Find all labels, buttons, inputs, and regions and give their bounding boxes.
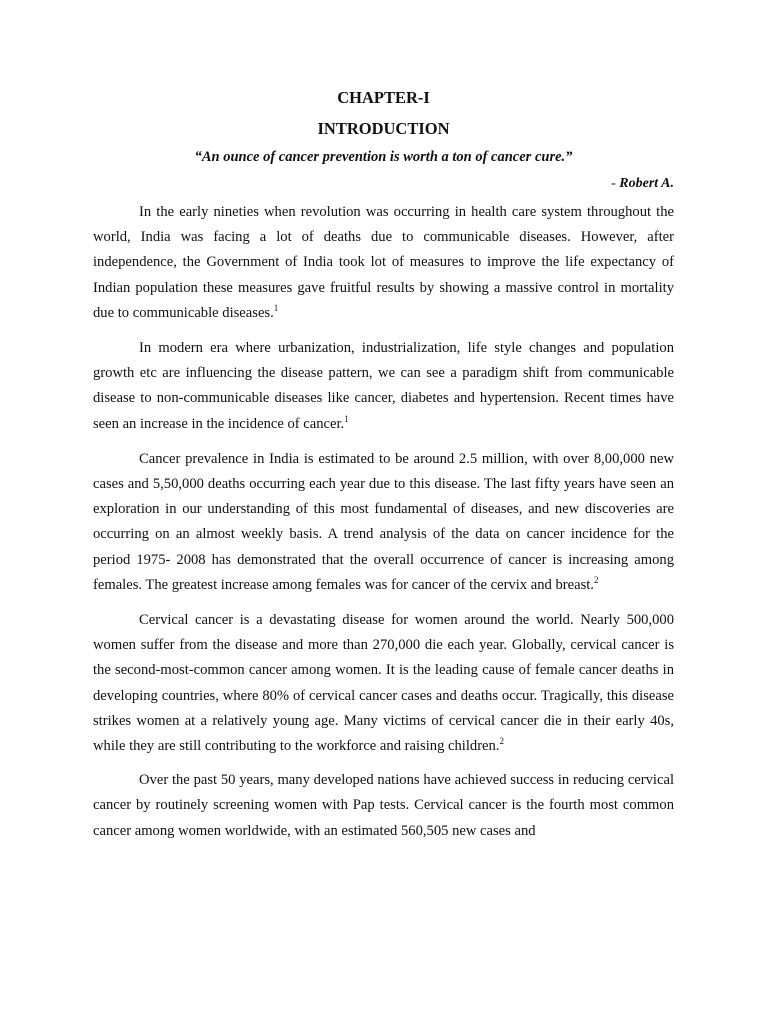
attribution-author: Robert A.	[619, 176, 674, 191]
document-page	[93, 84, 674, 844]
footnote-ref: 1	[273, 302, 279, 313]
body-paragraph	[93, 200, 674, 326]
section-title: INTRODUCTION	[317, 119, 450, 138]
epigraph-quote: “An ounce of cancer prevention is worth a ton of cancer cure.”	[194, 149, 573, 165]
chapter-heading: CHAPTER-I	[337, 88, 430, 107]
paragraph-text: In modern era where urbanization, industrialization, life style changes and population growth etc are influencing the disease pattern, we can see a paradigm shift from communicable disease to non-communicable diseases like cancer, diabetes and hypertension. Recent times have seen an increase in the incidence of cancer.	[93, 340, 674, 432]
body-paragraph	[93, 447, 674, 598]
attribution-dash: -	[611, 176, 616, 191]
epigraph-attribution	[93, 174, 674, 194]
paragraph-text: Cervical cancer is a devastating disease for women around the world. Nearly 500,000 women suffer from the disease and more than 270,000 die each year. Globally, cervical cancer is the second-most-common cancer among women. It is the leading cause of female cancer deaths in developing countries, where 80% of cervical cancer cases and deaths occur. Tragically, this disease strikes women at a relatively young age. Many victims of cervical cancer die in their early 40s, while they are still contributing to the workforce and raising children.	[93, 612, 674, 755]
paragraph-text: Cancer prevalence in India is estimated to be around 2.5 million, with over 8,00,000 new cases and 5,50,000 deaths occurring each year due to this disease. The last fifty years have seen an exploration in our understanding of this most fundamental of diseases, and new discoveries are occurring on an almost weekly basis. A trend analysis of the data on cancer incidence for the period 1975- 2008 has demonstrated that the overall occurrence of cancer is increasing among females. The greatest increase among females was for cancer of the cervix and breast.	[93, 450, 674, 593]
paragraph-text: In the early nineties when revolution was occurring in health care system throughout the world, India was facing a lot of deaths due to communicable diseases. However, after independence, the Government of India took lot of measures to improve the life expectancy of Indian population these measures gave fruitful results by showing a massive control in mortality due to communicable diseases.	[93, 204, 674, 321]
footnote-ref: 1	[344, 413, 349, 424]
footnote-ref: 2	[593, 574, 599, 585]
paragraph-text: Over the past 50 years, many developed nations have achieved success in reducing cervical cancer by routinely screening women with Pap tests. Cervical cancer is the fourth most common cancer among women worldwide, with an estimated 560,505 new cases and	[93, 772, 674, 839]
body-paragraph	[93, 608, 674, 759]
body-paragraph	[93, 768, 674, 844]
footnote-ref: 2	[499, 736, 504, 747]
body-paragraph	[93, 336, 674, 437]
